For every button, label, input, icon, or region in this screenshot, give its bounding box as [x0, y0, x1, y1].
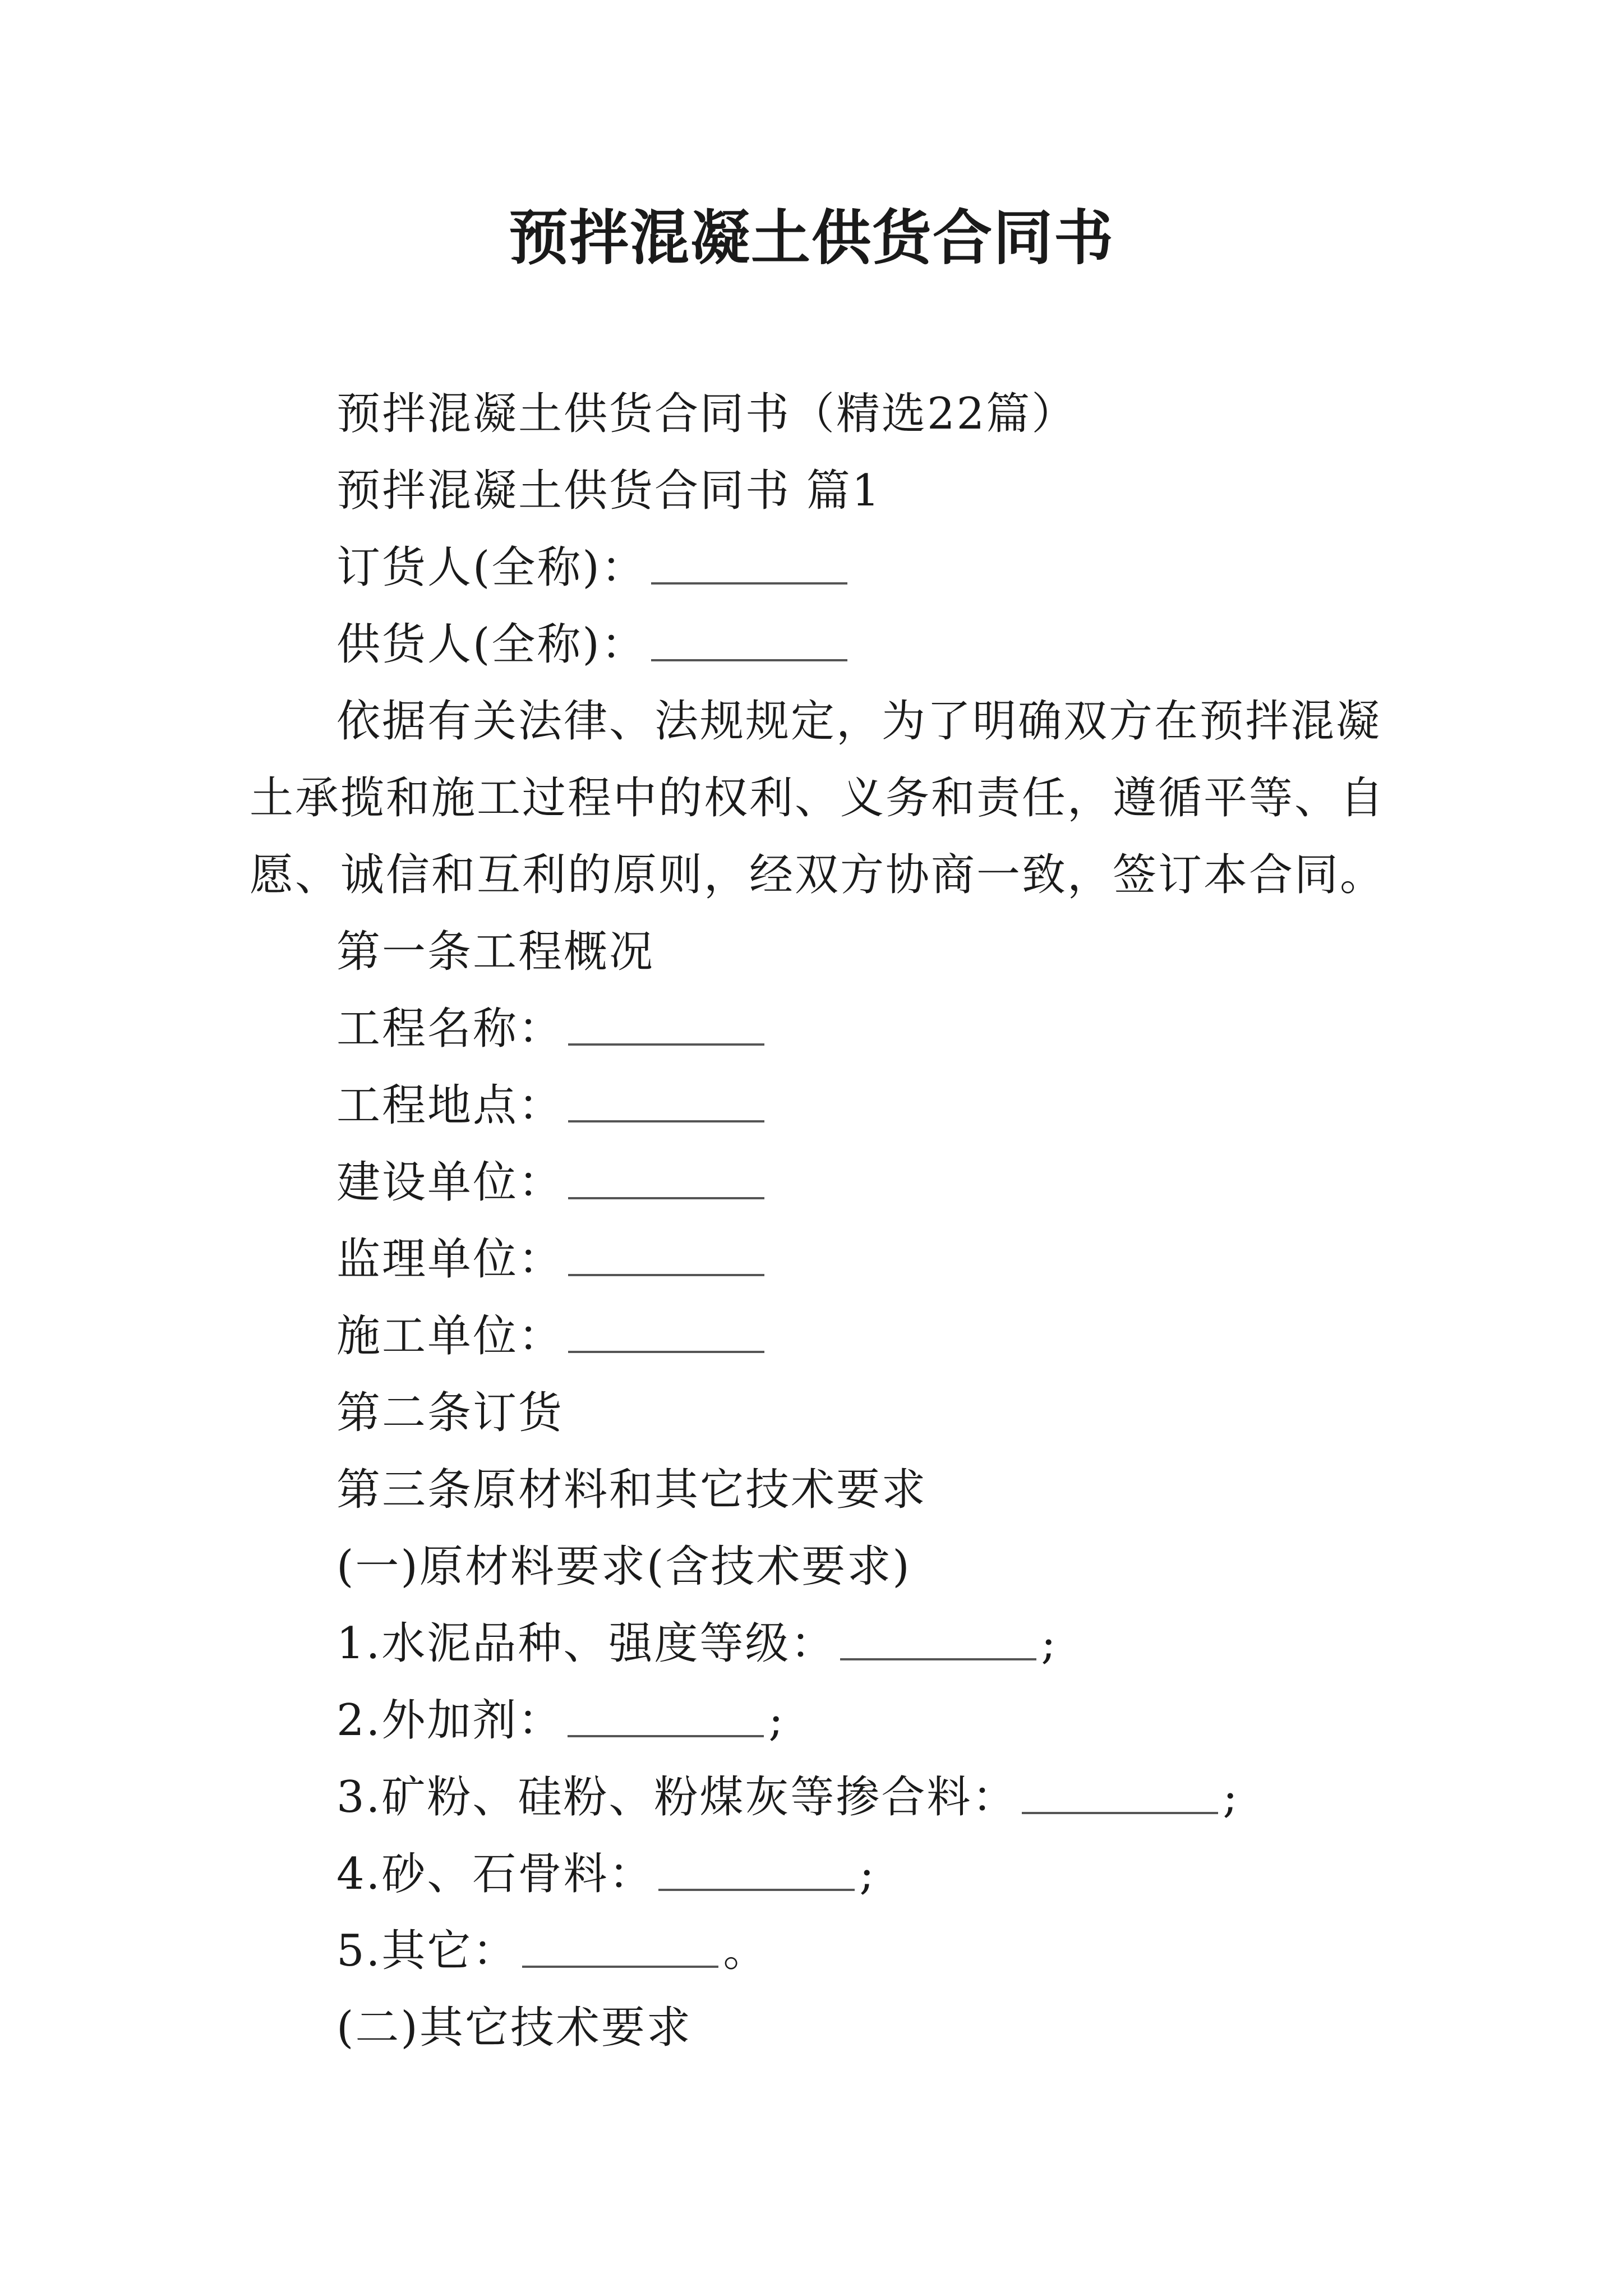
supplier-label: 供货人(全称)：	[336, 619, 647, 670]
orderer-label: 订货人(全称)：	[336, 542, 647, 593]
item-2-field	[0, 1682, 1623, 1759]
item-4-field	[0, 1836, 1623, 1913]
project-name-blank	[568, 1041, 764, 1046]
item-1-blank	[840, 1656, 1036, 1660]
preamble-paragraph: 依据有关法律、法规规定，为了明确双方在预拌混凝土承揽和施工过程中的权利、义务和责任，遵循平等、自愿、诚信和互利的原则，经双方协商一致，签订本合同。	[250, 696, 1386, 900]
project-location-blank	[568, 1118, 764, 1122]
item-2-label: 2.外加剂：	[336, 1695, 564, 1746]
item-4-label: 4.砂、石骨料：	[336, 1849, 654, 1899]
item-3-field	[0, 1759, 1623, 1836]
subtitle-line: 预拌混凝土供货合同书（精选22篇）	[336, 389, 1077, 439]
item-4-semicolon: ;	[859, 1849, 876, 1899]
contractor-label: 施工单位：	[336, 1311, 564, 1361]
part-heading: 预拌混凝土供货合同书 篇1	[336, 466, 882, 516]
item-5-blank	[522, 1963, 718, 1968]
supplier-blank	[651, 657, 847, 661]
item-5-period: 。	[723, 1926, 769, 1976]
item-1-label: 1.水泥品种、强度等级：	[336, 1618, 836, 1669]
item-1-field	[0, 1605, 1623, 1682]
item-3-blank	[1022, 1810, 1218, 1814]
document-body	[0, 376, 1623, 2067]
item-5-field	[0, 1913, 1623, 1990]
project-location-label: 工程地点：	[336, 1080, 564, 1131]
construction-unit-field	[0, 1144, 1623, 1221]
orderer-blank	[651, 580, 847, 585]
item-2-semicolon: ;	[768, 1695, 785, 1746]
item-3-semicolon: ;	[1223, 1772, 1239, 1823]
item-4-blank	[658, 1887, 855, 1891]
section-1-heading: (一)原材料要求(含技术要求)	[336, 1542, 911, 1592]
project-location-field	[0, 1068, 1623, 1144]
contractor-field	[0, 1298, 1623, 1375]
orderer-field	[0, 530, 1623, 606]
section-2-heading: (二)其它技术要求	[336, 2003, 692, 2053]
item-3-label: 3.矿粉、硅粉、粉煤灰等掺合料：	[336, 1772, 1018, 1823]
project-name-label: 工程名称：	[336, 1004, 564, 1054]
item-5-label: 5.其它：	[336, 1926, 518, 1976]
supervision-unit-field	[0, 1221, 1623, 1298]
project-name-field	[0, 991, 1623, 1068]
article-1-heading: 第一条工程概况	[336, 927, 655, 977]
document-title: 预拌混凝土供货合同书	[509, 204, 1114, 273]
article-2-heading: 第二条订货	[336, 1388, 564, 1438]
item-2-blank	[568, 1733, 764, 1737]
contractor-blank	[568, 1349, 764, 1353]
supervision-unit-blank	[568, 1272, 764, 1276]
construction-unit-label: 建设单位：	[336, 1157, 564, 1208]
item-1-semicolon: ;	[1041, 1618, 1058, 1669]
article-3-heading: 第三条原材料和其它技术要求	[336, 1465, 928, 1515]
supervision-unit-label: 监理单位：	[336, 1234, 564, 1285]
supplier-field	[0, 606, 1623, 683]
construction-unit-blank	[568, 1195, 764, 1199]
